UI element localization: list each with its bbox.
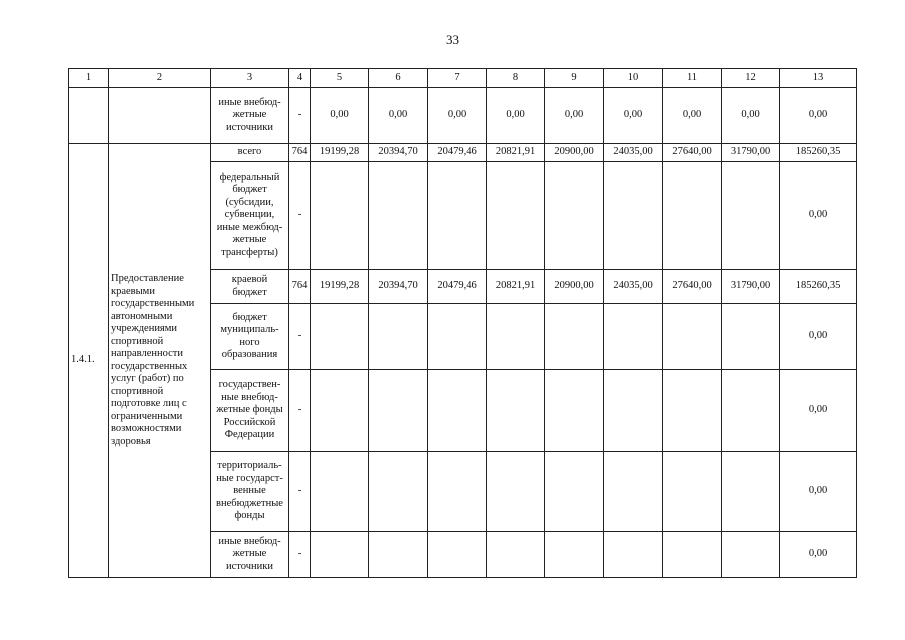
value-cell: 27640,00 [663, 270, 722, 304]
value-cell: 24035,00 [604, 270, 663, 304]
value-cell [604, 532, 663, 578]
value-cell [487, 370, 545, 452]
table-row [69, 144, 857, 162]
source-cell: краевой бюджет [211, 270, 289, 304]
source-cell: бюджет муниципаль- ного образования [211, 304, 289, 370]
source-cell: всего [211, 144, 289, 162]
column-number-4: 4 [289, 69, 311, 88]
value-cell [311, 370, 369, 452]
value-cell [369, 370, 428, 452]
value-cell: 0,00 [369, 88, 428, 144]
value-cell [545, 452, 604, 532]
value-cell [311, 304, 369, 370]
value-cell: 20394,70 [369, 270, 428, 304]
value-cell: 0,00 [780, 88, 857, 144]
value-cell: 0,00 [780, 532, 857, 578]
value-cell: 20479,46 [428, 270, 487, 304]
value-cell: 0,00 [780, 452, 857, 532]
value-cell [487, 162, 545, 270]
value-cell [311, 162, 369, 270]
value-cell [663, 370, 722, 452]
value-cell [663, 532, 722, 578]
value-cell [722, 532, 780, 578]
value-cell [604, 162, 663, 270]
value-cell: 0,00 [428, 88, 487, 144]
value-cell [722, 452, 780, 532]
table-row [69, 88, 857, 144]
code-cell: - [289, 370, 311, 452]
source-cell: территориаль- ные государст- венные внебюджетные фонды [211, 452, 289, 532]
column-number-1: 1 [69, 69, 109, 88]
value-cell [722, 370, 780, 452]
code-cell: - [289, 162, 311, 270]
value-cell [545, 162, 604, 270]
value-cell: 20900,00 [545, 270, 604, 304]
value-cell: 20394,70 [369, 144, 428, 162]
value-cell: 185260,35 [780, 270, 857, 304]
source-cell: иные внебюд- жетные источники [211, 532, 289, 578]
value-cell: 0,00 [780, 370, 857, 452]
value-cell [545, 370, 604, 452]
value-cell: 0,00 [780, 162, 857, 270]
item-number-cell [69, 88, 109, 144]
value-cell: 31790,00 [722, 144, 780, 162]
value-cell [604, 452, 663, 532]
value-cell: 0,00 [311, 88, 369, 144]
value-cell [369, 304, 428, 370]
value-cell: 0,00 [487, 88, 545, 144]
code-cell: 764 [289, 144, 311, 162]
value-cell [663, 452, 722, 532]
value-cell [545, 304, 604, 370]
value-cell [663, 162, 722, 270]
column-number-3: 3 [211, 69, 289, 88]
source-cell: иные внебюд- жетные источники [211, 88, 289, 144]
value-cell: 185260,35 [780, 144, 857, 162]
value-cell [604, 370, 663, 452]
item-number: 1.4.1. [69, 144, 109, 578]
column-number-2: 2 [109, 69, 211, 88]
page-number: 33 [446, 32, 459, 47]
value-cell [428, 370, 487, 452]
code-cell: 764 [289, 270, 311, 304]
value-cell: 0,00 [545, 88, 604, 144]
value-cell [311, 452, 369, 532]
value-cell: 19199,28 [311, 144, 369, 162]
value-cell: 20821,91 [487, 144, 545, 162]
value-cell: 19199,28 [311, 270, 369, 304]
value-cell [428, 452, 487, 532]
item-name-cell [109, 88, 211, 144]
value-cell [545, 532, 604, 578]
value-cell: 0,00 [722, 88, 780, 144]
item-name: Предоставление краевыми государственными автономными учреждениями спортивной направленности государственных услуг (работ) по спортивной подготовке лиц с ограниченными возможностями здоровья [109, 144, 211, 578]
column-number-9: 9 [545, 69, 604, 88]
budget-table [68, 68, 857, 578]
value-cell [311, 532, 369, 578]
value-cell: 0,00 [663, 88, 722, 144]
value-cell [487, 304, 545, 370]
value-cell: 20900,00 [545, 144, 604, 162]
value-cell [487, 452, 545, 532]
value-cell [428, 532, 487, 578]
value-cell [722, 162, 780, 270]
column-number-10: 10 [604, 69, 663, 88]
value-cell [369, 532, 428, 578]
column-number-6: 6 [369, 69, 428, 88]
code-cell: - [289, 452, 311, 532]
code-cell: - [289, 532, 311, 578]
source-cell: федеральный бюджет (субсидии, субвенции, иные межбюд- жетные трансферты) [211, 162, 289, 270]
value-cell: 24035,00 [604, 144, 663, 162]
value-cell: 0,00 [780, 304, 857, 370]
column-number-13: 13 [780, 69, 857, 88]
value-cell: 27640,00 [663, 144, 722, 162]
column-number-7: 7 [428, 69, 487, 88]
value-cell [604, 304, 663, 370]
value-cell: 20479,46 [428, 144, 487, 162]
value-cell [487, 532, 545, 578]
column-number-5: 5 [311, 69, 369, 88]
column-number-12: 12 [722, 69, 780, 88]
value-cell [369, 162, 428, 270]
value-cell: 20821,91 [487, 270, 545, 304]
column-number-8: 8 [487, 69, 545, 88]
source-cell: государствен- ные внебюд- жетные фонды Российской Федерации [211, 370, 289, 452]
value-cell [369, 452, 428, 532]
value-cell [722, 304, 780, 370]
value-cell: 0,00 [604, 88, 663, 144]
column-number-11: 11 [663, 69, 722, 88]
column-number-row [69, 69, 857, 88]
value-cell [663, 304, 722, 370]
code-cell: - [289, 88, 311, 144]
value-cell [428, 162, 487, 270]
value-cell: 31790,00 [722, 270, 780, 304]
code-cell: - [289, 304, 311, 370]
value-cell [428, 304, 487, 370]
